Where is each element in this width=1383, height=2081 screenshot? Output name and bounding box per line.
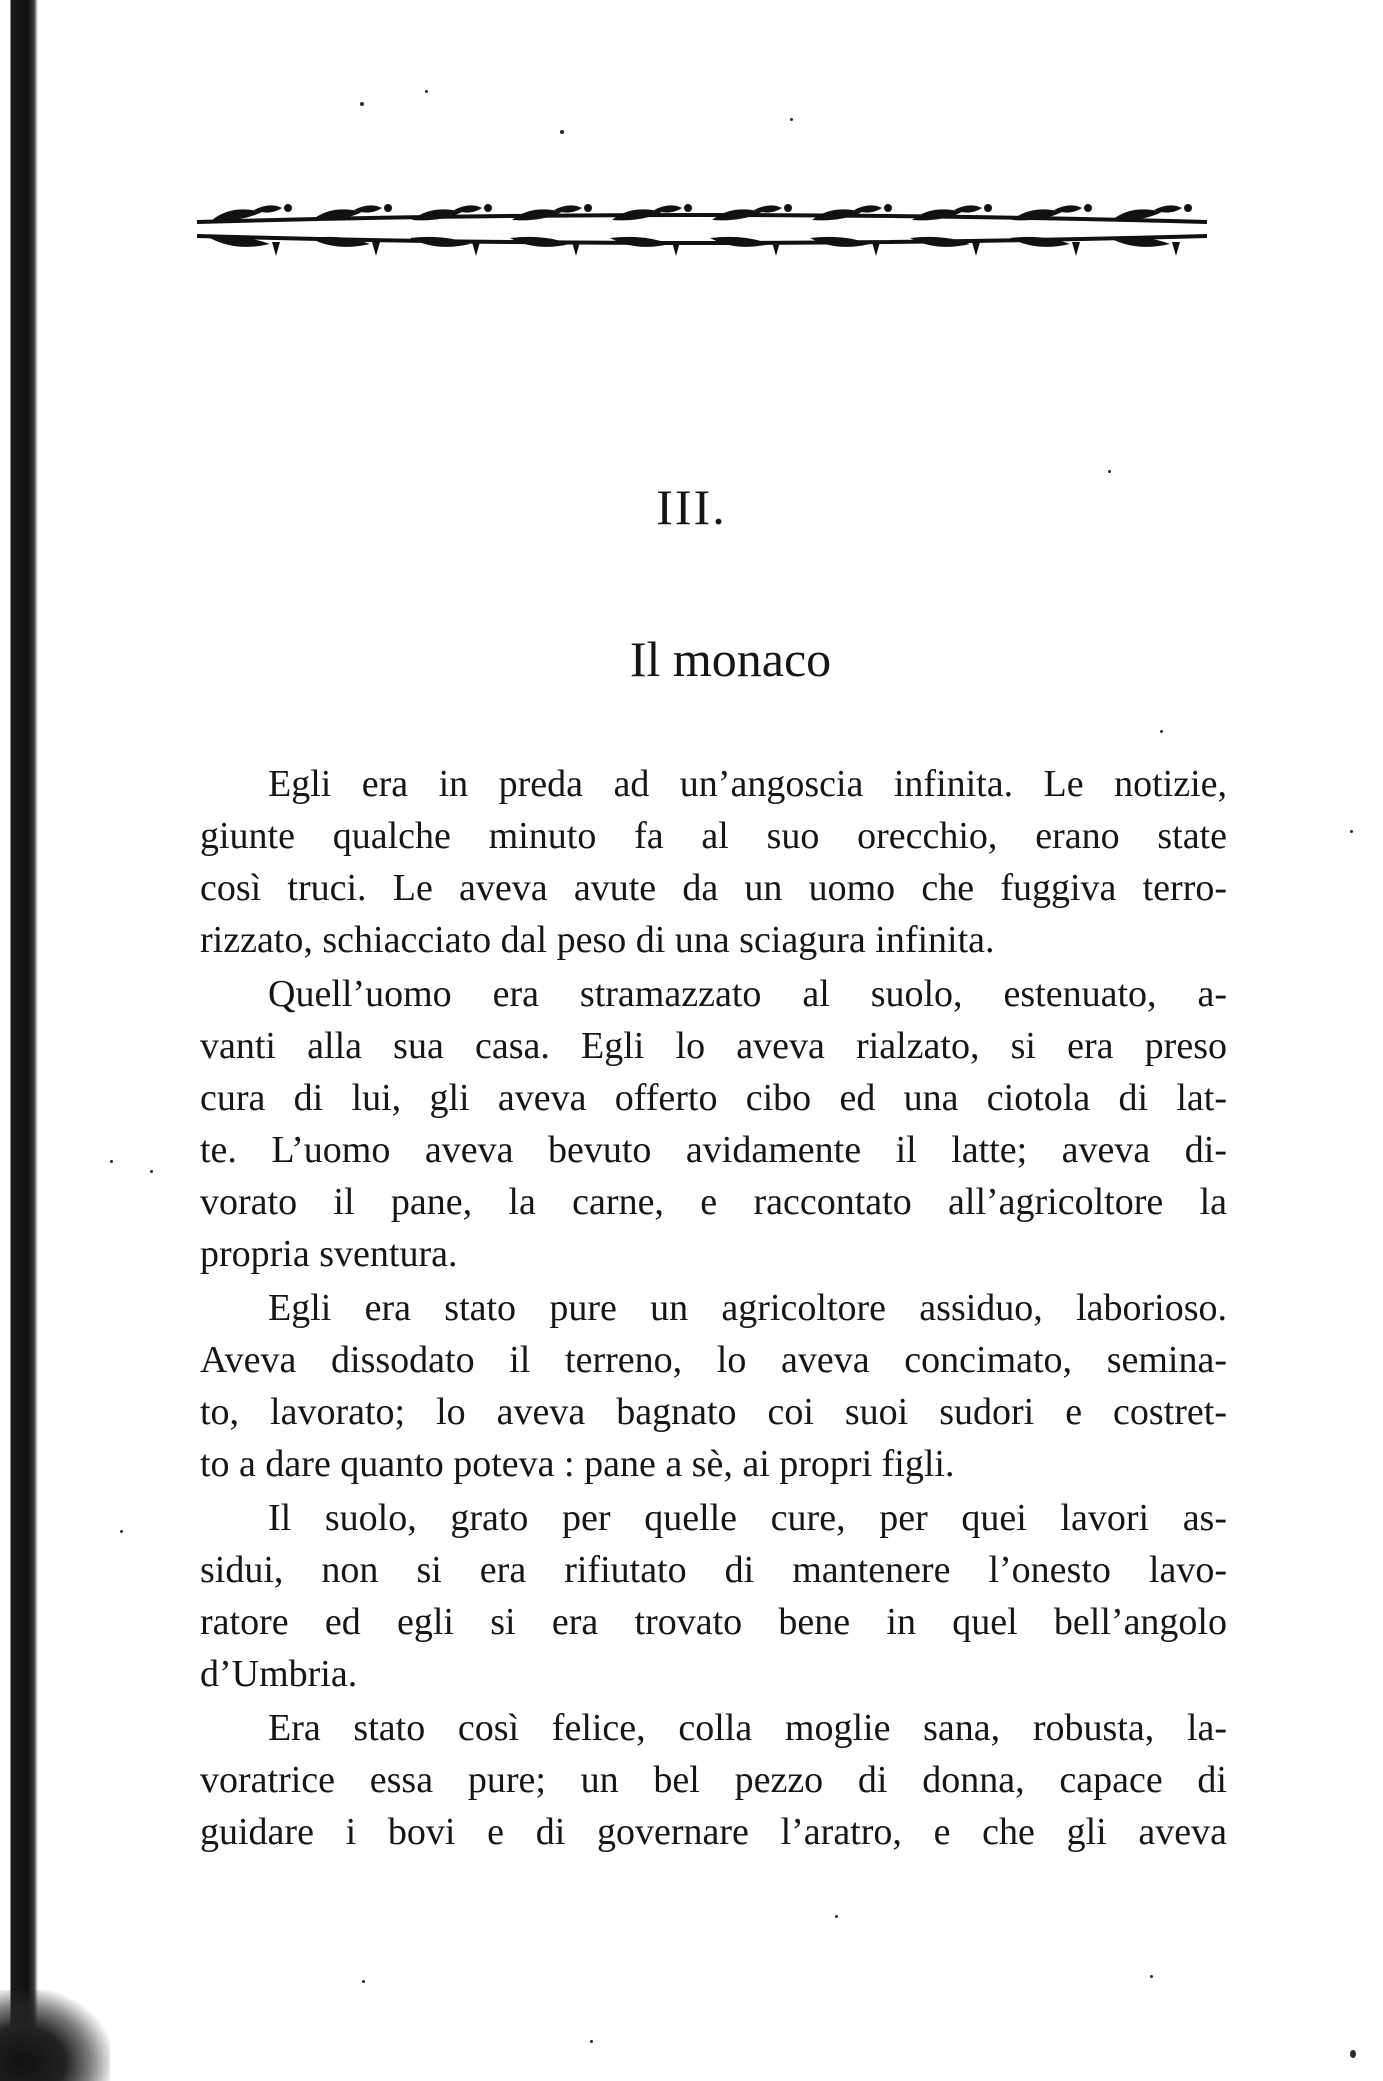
scan-speck: [835, 1915, 838, 1918]
text-line: voratrice essa pure; un bel pezzo di donna, capace di: [200, 1759, 1227, 1801]
text-line: d’Umbria.: [200, 1653, 358, 1695]
chapter-number: III.: [656, 479, 727, 535]
scan-speck: [1350, 2050, 1356, 2058]
body-text: [200, 758, 1227, 1858]
text-line: Aveva dissodato il terreno, lo aveva concimato, semina-: [200, 1339, 1227, 1381]
scan-speck: [360, 102, 364, 106]
laurel-vine-ornament-icon: [192, 200, 1212, 260]
paragraph: [200, 758, 1227, 966]
text-line: guidare i bovi e di governare l’aratro, e che gli aveva: [200, 1811, 1227, 1853]
text-line: rizzato, schiacciato dal peso di una sciagura infinita.: [200, 919, 995, 961]
paragraph: [200, 968, 1227, 1280]
book-spine-shadow: [0, 0, 38, 2081]
scan-speck: [110, 1160, 113, 1163]
chapter-title: Il monaco: [629, 631, 832, 687]
text-line: giunte qualche minuto fa al suo orecchio, erano state: [200, 815, 1227, 857]
text-line: cura di lui, gli aveva offerto cibo ed una ciotola di lat-: [200, 1077, 1227, 1119]
scan-speck: [1150, 1975, 1153, 1978]
text-line: sidui, non si era rifiutato di mantenere l’onesto lavo-: [200, 1549, 1227, 1591]
scan-speck: [560, 130, 564, 134]
scan-speck: [120, 1530, 123, 1533]
text-line: to a dare quanto poteva : pane a sè, ai propri figli.: [200, 1443, 955, 1485]
scan-speck: [425, 90, 428, 93]
text-line: vorato il pane, la carne, e raccontato all’agricoltore la: [200, 1181, 1227, 1223]
text-line: to, lavorato; lo aveva bagnato coi suoi sudori e costret-: [200, 1391, 1227, 1433]
text-line: te. L’uomo aveva bevuto avidamente il latte; aveva di-: [200, 1129, 1227, 1171]
text-line: Quell’uomo era stramazzato al suolo, estenuato, a-: [268, 973, 1227, 1015]
text-line: propria sventura.: [200, 1233, 458, 1275]
scan-corner-smudge: [0, 1990, 110, 2081]
text-line: ratore ed egli si era trovato bene in quel bell’angolo: [200, 1601, 1227, 1643]
paragraph: [200, 1492, 1227, 1700]
paragraph: [200, 1702, 1227, 1858]
text-line: Il suolo, grato per quelle cure, per quei lavori as-: [268, 1497, 1227, 1539]
scan-speck: [150, 1170, 153, 1173]
scan-speck: [1108, 470, 1111, 473]
text-line: Egli era stato pure un agricoltore assiduo, laborioso.: [268, 1287, 1227, 1329]
scan-speck: [362, 1980, 365, 1983]
scan-speck: [790, 118, 793, 121]
text-line: vanti alla sua casa. Egli lo aveva rialzato, si era preso: [200, 1025, 1227, 1067]
text-line: Era stato così felice, colla moglie sana, robusta, la-: [268, 1707, 1227, 1749]
paragraph: [200, 1282, 1227, 1490]
scan-speck: [1350, 830, 1353, 833]
text-line: così truci. Le aveva avute da un uomo che fuggiva terro-: [200, 867, 1227, 909]
scan-speck: [1160, 730, 1163, 733]
scan-speck: [590, 2040, 593, 2043]
text-line: Egli era in preda ad un’angoscia infinita. Le notizie,: [268, 763, 1227, 805]
